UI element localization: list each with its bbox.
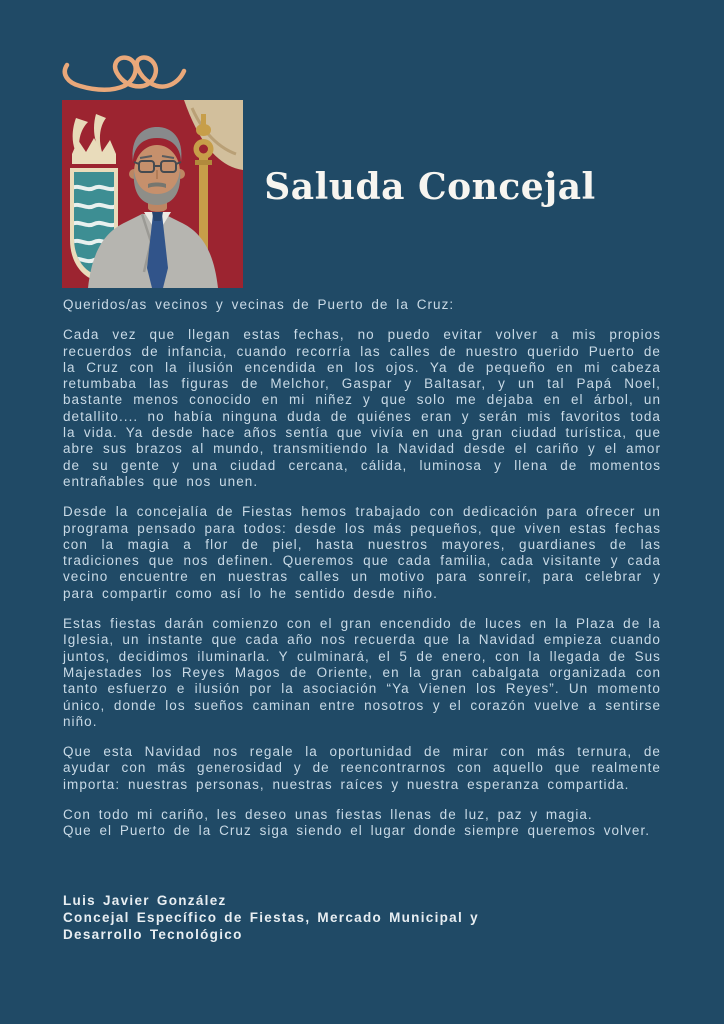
letter-paragraph-4: Que esta Navidad nos regale la oportunidad de mirar con más ternura, de ayudar con más generosidad y de reencontrarnos con aquello que realmente importa: nuestras personas, nuestras raíces y nuestra esperanza compartida.: [63, 744, 661, 792]
letter-body: [63, 297, 661, 943]
letter-paragraph-3: Estas fiestas darán comienzo con el gran encendido de luces en la Plaza de la Iglesia, un instante que cada año nos recuerda que la Navidad empieza cuando juntos, decidimos iluminarla. Y culminará, el 5 de enero, con la llegada de Sus Majestades los Reyes Magos de Oriente, en la gran cabalgata organizada con tanto esfuerzo e ilusión por la asociación “Ya Vienen los Reyes”. Un momento único, donde los sueños caminan entre nosotros y el corazón vuelve a sentirse niño.: [63, 616, 661, 729]
bow-ribbon-icon: [62, 50, 188, 98]
letter-paragraph-2: Desde la concejalía de Fiestas hemos trabajado con dedicación para ofrecer un programa pensado para todos: desde los más pequeños, que viven estas fechas con la magia a flor de piel, hasta nuestros mayores, guardianes de las tradiciones que nos definen. Queremos que cada familia, cada visitante y cada vecino encuentre en nuestras calles un motivo para sonreír, para celebrar y para compartir como así lo he sentido desde niño.: [63, 504, 661, 601]
signature-role-line-1: Concejal Específico de Fiestas, Mercado Municipal y: [63, 909, 479, 925]
greeting-line: Queridos/as vecinos y vecinas de Puerto de la Cruz:: [63, 297, 455, 312]
letter-paragraph-1: Cada vez que llegan estas fechas, no puedo evitar volver a mis propios recuerdos de infancia, cuando recorría las calles de nuestro querido Puerto de la Cruz con la ilusión encendida en los ojos. Ya de pequeño en mi cabeza retumbaba las figuras de Melchor, Gaspar y Baltasar, y un tal Papá Noel, bastante menos conocido en mi niñez y que solo me dejaba en el árbol, un detallito.... no había ninguna duda de quiénes eran y serán mis favoritos toda la vida. Ya desde hace años sentía que vivía en una gran ciudad turística, que abre sus brazos al mundo, transmitiendo la Navidad desde el cariño y el amor de su gente y una ciudad cercana, cálida, luminosa y llena de momentos entrañables que nos unen.: [63, 327, 661, 489]
signature-role-line-2: Desarrollo Tecnológico: [63, 926, 243, 942]
closing-line-1: Con todo mi cariño, les deseo unas fiestas llenas de luz, paz y magia.: [63, 807, 593, 823]
signature-block: [63, 892, 661, 943]
signature-name: Luis Javier González: [63, 892, 227, 908]
page-title: Saluda Concejal: [264, 166, 596, 208]
closing-line-2: Que el Puerto de la Cruz siga siendo el lugar donde siempre queremos volver.: [63, 823, 651, 839]
closing-block: [63, 807, 661, 840]
